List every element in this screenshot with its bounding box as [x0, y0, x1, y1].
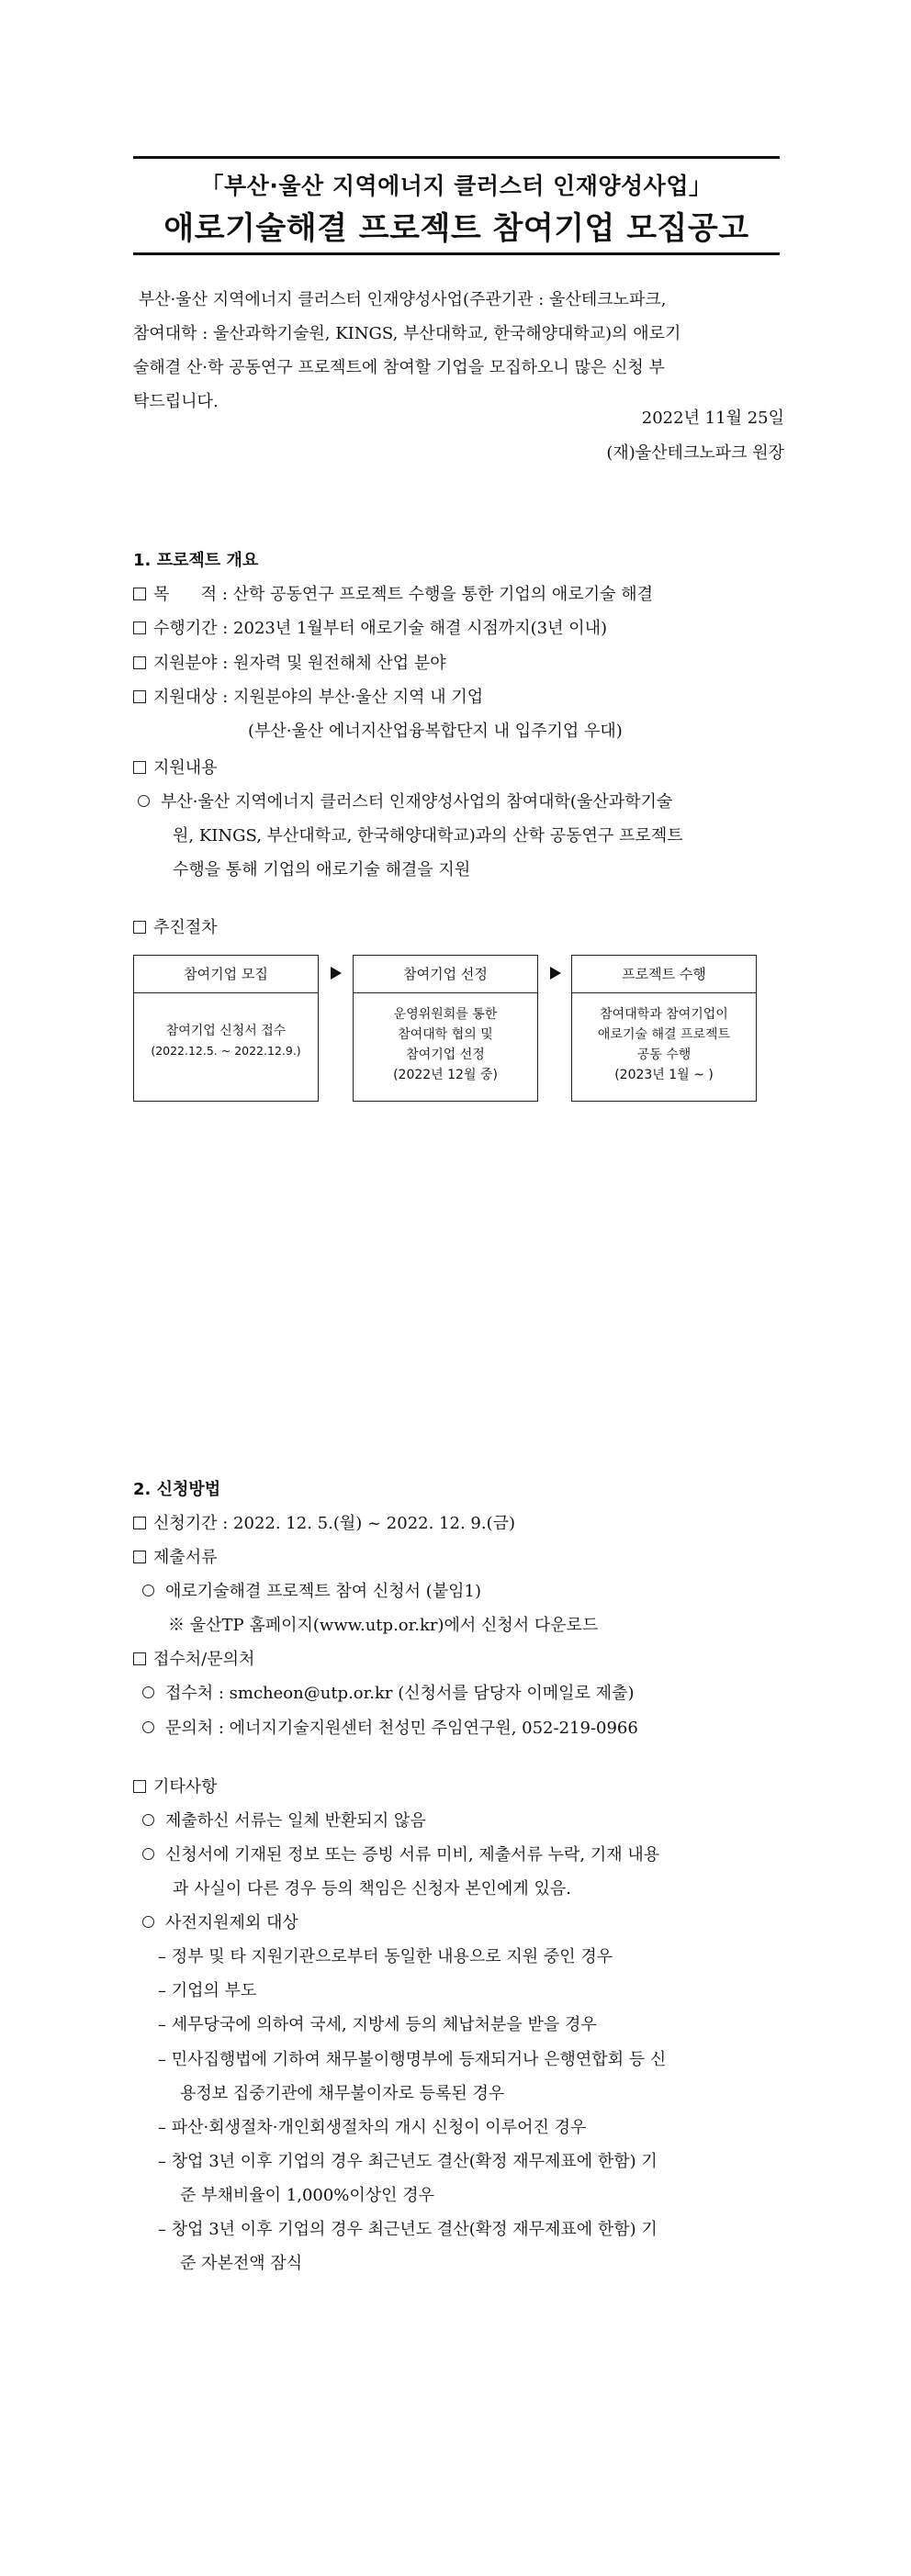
etc-item: 제출하신 서류는 일체 반환되지 않음 [142, 1808, 426, 1831]
exclusion-item-continued: 용정보 집중기관에 채무불이자로 등록된 경우 [180, 2084, 505, 2103]
process-step-recruit [133, 955, 319, 1102]
arrow-right-icon [331, 967, 342, 980]
overview-item: 지원대상 : 지원분야의 부산·울산 지역 내 기업 [133, 684, 483, 708]
checkbox-glyph [133, 1652, 146, 1665]
checkbox-glyph [133, 1517, 146, 1529]
application-period: 신청기간 : 2022. 12. 5.(월) ~ 2022. 12. 9.(금) [133, 1510, 515, 1534]
process-step-head: 프로젝트 수행 [572, 956, 756, 993]
checkbox-glyph [133, 656, 146, 669]
process-step-body: 참여대학과 참여기업이 애로기술 해결 프로젝트 공동 수행 (2023년 1월 ~ ) [597, 1007, 731, 1082]
exclusion-item: – 창업 3년 이후 기업의 경우 최근년도 결산(확정 재무제표에 한함) 기 [158, 2220, 658, 2239]
doc-note: ※ 울산TP 홈페이지(www.utp.or.kr)에서 신청서 다운로드 [168, 1616, 599, 1635]
exclusion-item: – 창업 3년 이후 기업의 경우 최근년도 결산(확정 재무제표에 한함) 기 [158, 2152, 658, 2171]
doc-item: 애로기술해결 프로젝트 참여 신청서 (붙임1) [142, 1578, 481, 1602]
intro-line: 탁드립니다. [133, 392, 219, 411]
support-line: 원, KINGS, 부산대학교, 한국해양대학교)과의 산학 공동연구 프로젝트 [173, 826, 683, 846]
circle-bullet-icon [142, 1686, 154, 1698]
overview-item: 수행기간 : 2023년 1월부터 애로기술 해결 시점까지(3년 이내) [133, 615, 607, 639]
process-step-select [353, 955, 538, 1102]
program-title: 「부산·울산 지역에너지 클러스터 인재양성사업」 [200, 173, 713, 199]
signature-block [606, 401, 784, 471]
intro-line: 부산·울산 지역에너지 클러스터 인재양성사업(주관기관 : 울산테크노파크, [133, 290, 667, 309]
checkbox-glyph [133, 761, 146, 774]
contact-item: 접수처 : smcheon@utp.or.kr (신청서를 담당자 이메일로 제출) [142, 1680, 634, 1704]
process-step-head: 참여기업 선정 [354, 956, 537, 993]
process-step-execute [571, 955, 757, 1102]
checkbox-glyph [133, 690, 146, 703]
checkbox-glyph [133, 921, 146, 934]
process-title: 추진절차 [133, 914, 218, 938]
checkbox-glyph [133, 1780, 146, 1793]
exclusion-item-continued: 준 부채비율이 1,000%이상인 경우 [180, 2186, 435, 2205]
circle-bullet-icon [142, 1585, 154, 1596]
title-box [133, 156, 780, 255]
support-line: 수행을 통해 기업의 애로기술 해결을 지원 [173, 860, 471, 879]
circle-bullet-icon [142, 1721, 154, 1733]
support-line: 부산·울산 지역에너지 클러스터 인재양성사업의 참여대학(울산과학기술 [138, 789, 672, 812]
support-title: 지원내용 [133, 755, 218, 778]
circle-bullet-icon [142, 1814, 154, 1826]
section-2-title: 2. 신청방법 [133, 1480, 221, 1499]
exclusion-item: – 파산·회생절차·개인회생절차의 개시 신청이 이루어진 경우 [158, 2118, 587, 2137]
intro-line: 술해결 산·학 공동연구 프로젝트에 참여할 기업을 모집하오니 많은 신청 부 [133, 358, 665, 377]
section-1-title: 1. 프로젝트 개요 [133, 551, 259, 570]
exclusion-item-continued: 준 자본전액 잠식 [180, 2254, 303, 2273]
overview-item: 목 적 : 산학 공동연구 프로젝트 수행을 통한 기업의 애로기술 해결 [133, 581, 653, 605]
process-step-head: 참여기업 모집 [134, 956, 318, 993]
etc-item: 사전지원제외 대상 [142, 1910, 298, 1933]
checkbox-glyph [133, 588, 146, 600]
exclusion-item: – 세무당국에 의하여 국세, 지방세 등의 체납처분을 받을 경우 [158, 2015, 597, 2034]
issuer: (재)울산테크노파크 원장 [606, 443, 784, 463]
circle-bullet-icon [142, 1916, 154, 1928]
etc-item-continued: 과 사실이 다른 경우 등의 책임은 신청자 본인에게 있음. [173, 1879, 572, 1898]
contact-title: 접수처/문의처 [133, 1646, 254, 1670]
overview-item: 지원분야 : 원자력 및 원전해체 산업 분야 [133, 650, 446, 674]
notice-date: 2022년 11월 25일 [641, 409, 784, 428]
docs-title: 제출서류 [133, 1544, 218, 1568]
process-step-body: 운영위원회를 통한 참여대학 협의 및 참여기업 선정 (2022년 12월 중) [393, 1007, 498, 1082]
exclusion-item: – 민사집행법에 기하여 채무불이행명부에 등재되거나 은행연합회 등 신 [158, 2050, 667, 2069]
circle-bullet-icon [142, 1848, 154, 1860]
intro-line: 참여대학 : 울산과학기술원, KINGS, 부산대학교, 한국해양대학교)의 애로기 [133, 324, 681, 343]
arrow-right-icon [550, 967, 561, 980]
process-step-body: 참여기업 신청서 접수 (2022.12.5. ~ 2022.12.9.) [151, 1024, 301, 1058]
checkbox-glyph [133, 1551, 146, 1563]
etc-item: 신청서에 기재된 정보 또는 증빙 서류 미비, 제출서류 누락, 기재 내용 [142, 1842, 659, 1865]
checkbox-glyph [133, 622, 146, 634]
notice-title: 애로기술해결 프로젝트 참여기업 모집공고 [163, 210, 749, 247]
exclusion-item: – 정부 및 타 지원기관으로부터 동일한 내용으로 지원 중인 경우 [158, 1947, 613, 1966]
intro-paragraph [133, 283, 785, 419]
circle-bullet-icon [138, 795, 150, 807]
target-note: (부산·울산 에너지산업융복합단지 내 입주기업 우대) [248, 722, 623, 741]
etc-title: 기타사항 [133, 1774, 218, 1798]
contact-item: 문의처 : 에너지기술지원센터 천성민 주임연구원, 052-219-0966 [142, 1715, 638, 1739]
exclusion-item: – 기업의 부도 [158, 1981, 257, 2000]
